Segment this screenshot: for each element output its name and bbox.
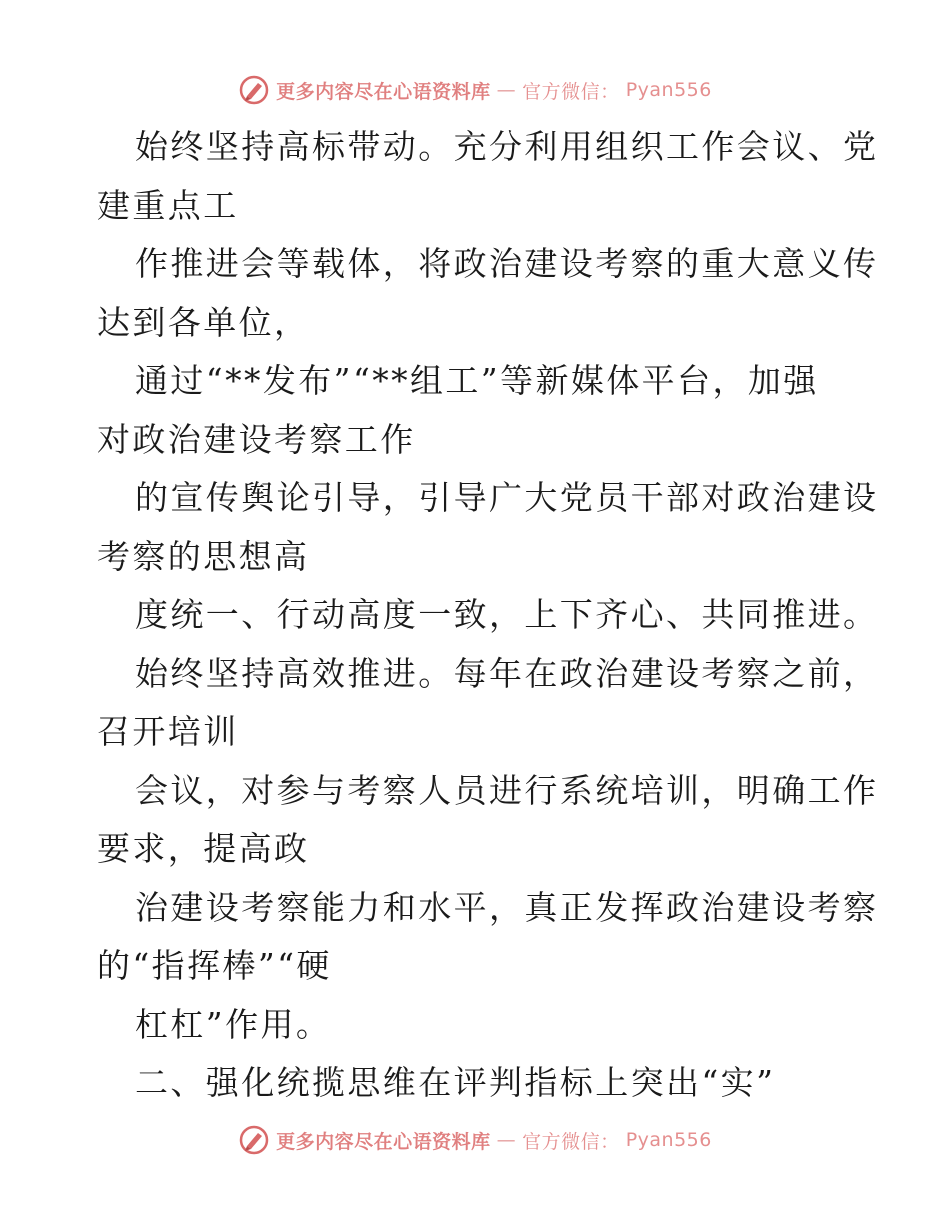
text-line: 作推进会等载体，将政治建设考察的重大意义传	[135, 244, 879, 283]
watermark-wechat-id: Pyan556	[625, 1129, 712, 1151]
watermark-wechat-label: 官方微信：	[522, 80, 620, 103]
watermark-separator: —	[496, 1129, 517, 1151]
text-line: 治建设考察能力和水平，真正发挥政治建设考察	[135, 887, 879, 927]
watermark-brand: 更多内容尽在心语资料库	[276, 1130, 491, 1153]
watermark-separator: —	[496, 79, 517, 101]
pen-logo-icon	[238, 74, 270, 106]
document-body	[97, 118, 879, 1113]
watermark-brand: 更多内容尽在心语资料库	[276, 80, 491, 103]
text-line: 的“指挥棒”“硬	[97, 946, 332, 985]
watermark-wechat-label: 官方微信：	[522, 1130, 620, 1153]
text-line: 始终坚持高标带动。充分利用组织工作会议、党	[135, 127, 879, 166]
text-line: 通过“**发布”“**组工”等新媒体平台，加强	[135, 361, 819, 400]
text-line: 对政治建设考察工作	[97, 419, 416, 459]
text-line: 杠杠”作用。	[135, 1004, 332, 1044]
section-heading: 二、强化统揽思维在评判指标上突出“实”	[135, 1063, 776, 1102]
text-line: 要求，提高政	[97, 829, 310, 868]
text-line: 考察的思想高	[97, 536, 310, 576]
text-line: 始终坚持高效推进。每年在政治建设考察之前，	[135, 653, 879, 693]
watermark-wechat-id: Pyan556	[625, 79, 712, 101]
text-line: 度统一、行动高度一致，上下齐心、共同推进。	[135, 595, 879, 634]
text-line: 会议，对参与考察人员进行系统培训，明确工作	[135, 770, 879, 810]
header-watermark	[0, 72, 950, 108]
text-line: 召开培训	[97, 712, 239, 751]
pen-logo-icon	[238, 1124, 270, 1156]
text-line: 达到各单位，	[97, 302, 310, 342]
text-line: 建重点工	[97, 185, 239, 225]
text-line: 的宣传舆论引导，引导广大党员干部对政治建设	[135, 478, 879, 517]
footer-watermark	[0, 1122, 950, 1158]
